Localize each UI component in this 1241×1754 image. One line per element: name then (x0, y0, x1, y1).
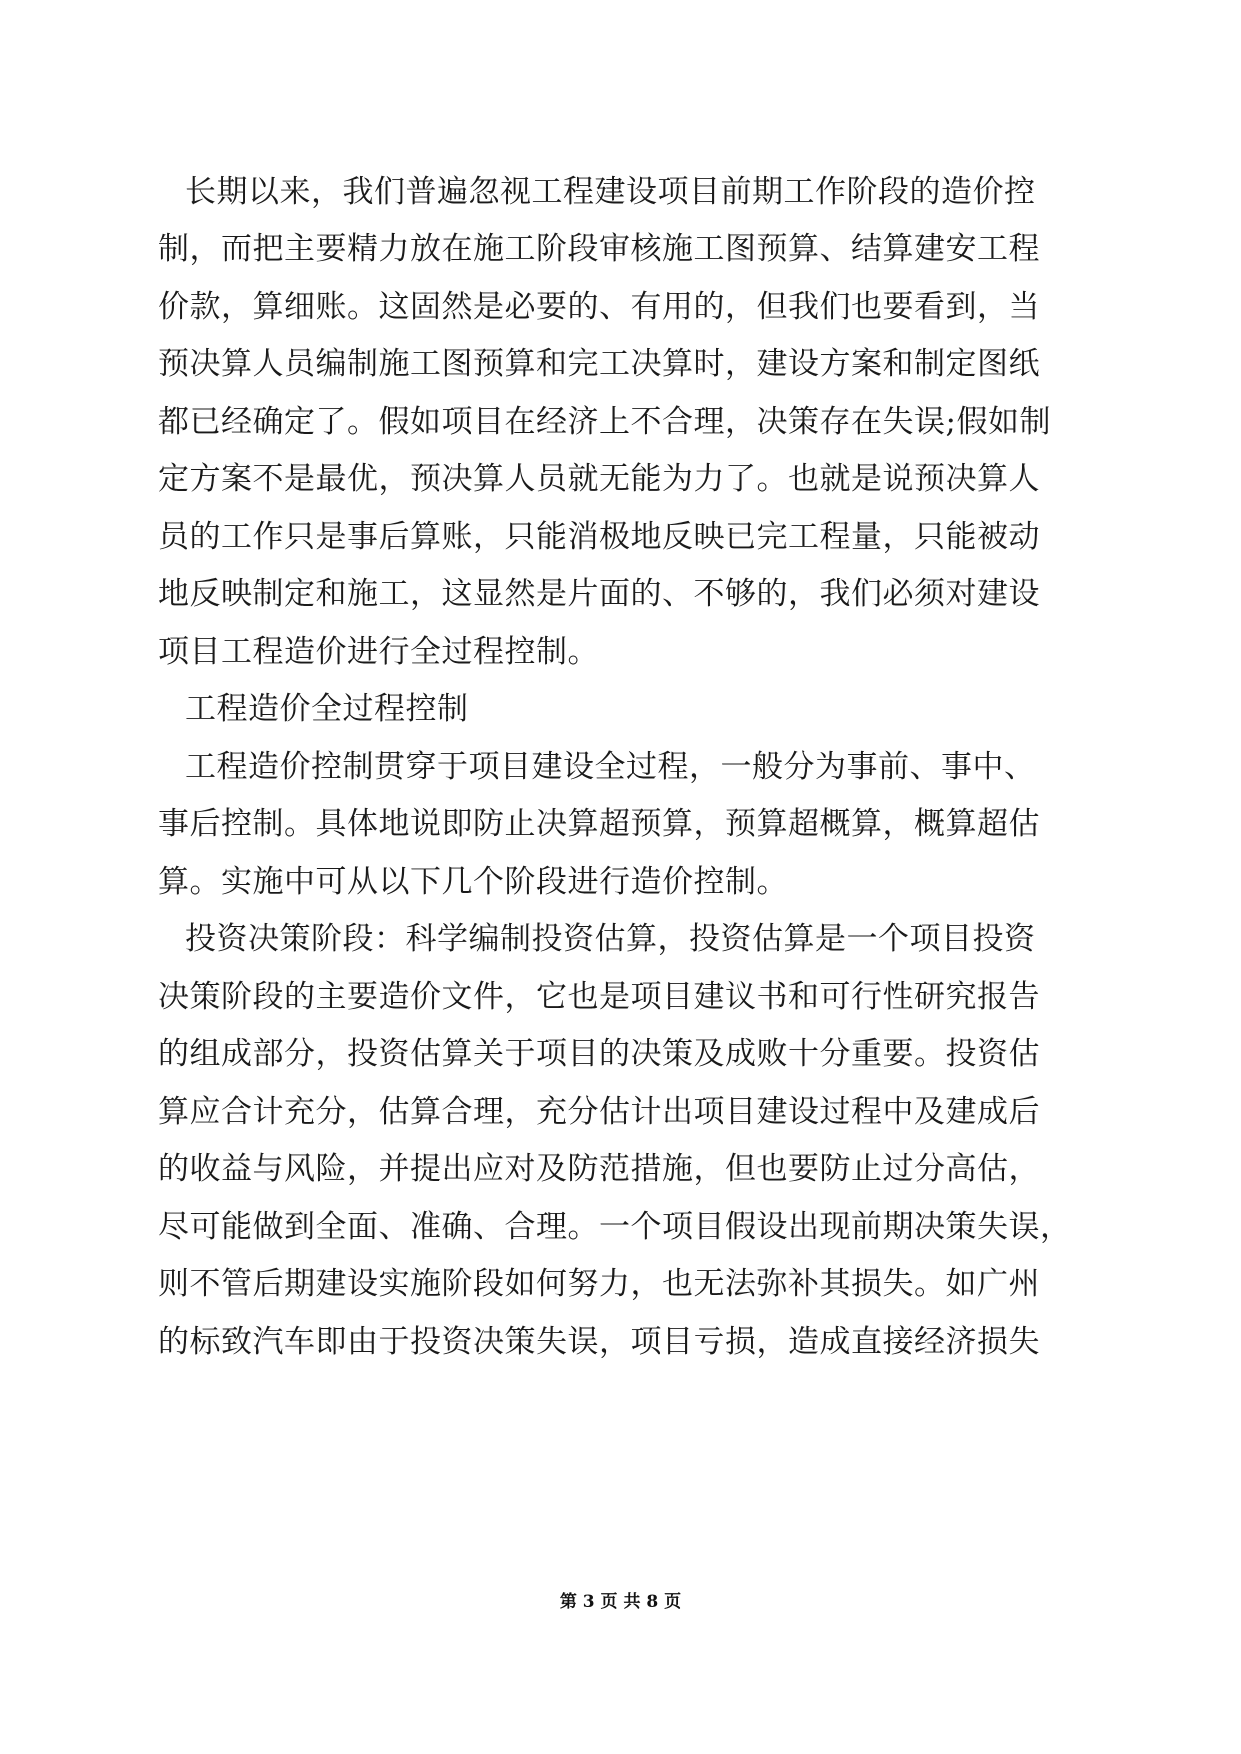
text-line: 预决算人员编制施工图预算和完工决算时，建设方案和制定图纸 (158, 346, 1040, 382)
text-line: 工程造价控制贯穿于项目建设全过程，一般分为事前、事中、 (185, 749, 1036, 785)
section-heading: 工程造价全过程控制 (185, 691, 469, 727)
text-line: 项目工程造价进行全过程控制。 (158, 634, 599, 670)
text-line: 制，而把主要精力放在施工阶段审核施工图预算、结算建安工程 (158, 231, 1040, 267)
text-line: 尽可能做到全面、准确、合理。一个项目假设出现前期决策失误， (158, 1209, 1072, 1245)
text-line: 投资决策阶段：科学编制投资估算，投资估算是一个项目投资 (185, 921, 1036, 957)
text-line: 地反映制定和施工，这显然是片面的、不够的，我们必须对建设 (158, 576, 1040, 612)
text-line: 算应合计充分，估算合理，充分估计出项目建设过程中及建成后 (158, 1094, 1040, 1130)
text-line: 员的工作只是事后算账，只能消极地反映已完工程量，只能被动 (158, 519, 1040, 555)
text-line: 都已经确定了。假如项目在经济上不合理，决策存在失误;假如制 (158, 404, 1051, 440)
page-number-footer: 第 3 页 共 8 页 (559, 1592, 682, 1612)
text-line: 事后控制。具体地说即防止决算超预算，预算超概算，概算超估 (158, 806, 1040, 842)
text-line: 价款，算细账。这固然是必要的、有用的，但我们也要看到，当 (158, 289, 1040, 325)
text-line: 长期以来，我们普遍忽视工程建设项目前期工作阶段的造价控 (185, 174, 1036, 210)
text-line: 决策阶段的主要造价文件，它也是项目建议书和可行性研究报告 (158, 979, 1040, 1015)
text-line: 的标致汽车即由于投资决策失误，项目亏损，造成直接经济损失 (158, 1324, 1040, 1360)
text-line: 则不管后期建设实施阶段如何努力，也无法弥补其损失。如广州 (158, 1266, 1040, 1302)
text-line: 的收益与风险，并提出应对及防范措施，但也要防止过分高估， (158, 1151, 1040, 1187)
text-line: 算。实施中可从以下几个阶段进行造价控制。 (158, 864, 788, 900)
text-line: 定方案不是最优，预决算人员就无能为力了。也就是说预决算人 (158, 461, 1040, 497)
text-line: 的组成部分，投资估算关于项目的决策及成败十分重要。投资估 (158, 1036, 1040, 1072)
